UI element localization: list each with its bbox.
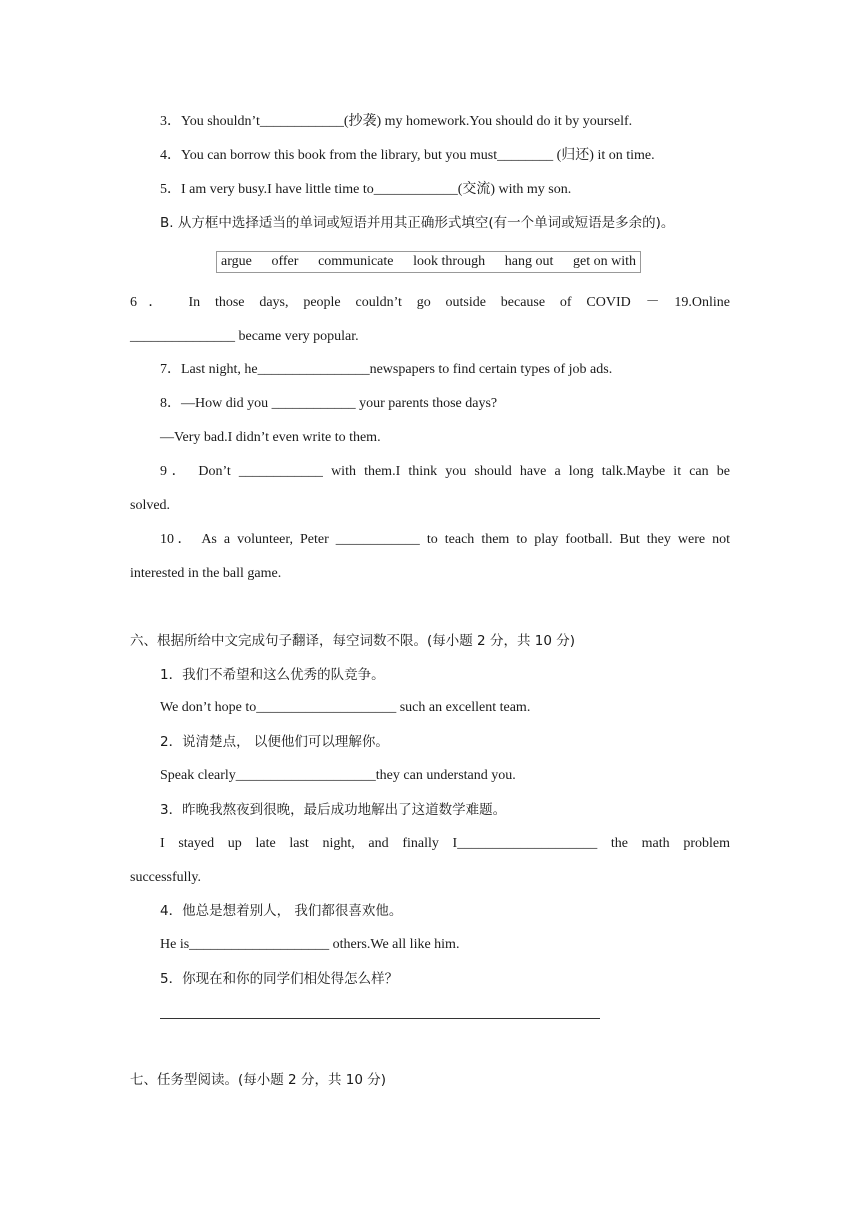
question-10-line1: 10． As a volunteer, Peter ____________ to teach them to play football. But they were not (160, 532, 730, 547)
section-7-heading: 七、任务型阅读。(每小题 2 分，共 10 分) (130, 1072, 386, 1088)
word-box-item: look through (413, 254, 486, 269)
translation-1-chinese: 1．我们不希望和这么优秀的队竞争。 (160, 667, 385, 683)
translation-1-english: We don’t hope to____________________ such an excellent team. (160, 700, 531, 715)
word-box-item: argue (221, 254, 252, 269)
translation-2-chinese: 2．说清楚点， 以便他们可以理解你。 (160, 734, 389, 750)
question-8-line2: —Very bad.I didn’t even write to them. (160, 430, 381, 445)
translation-2-english: Speak clearly____________________they can understand you. (160, 768, 516, 783)
translation-4-english: He is____________________ others.We all like him. (160, 937, 460, 952)
word-box-item: hang out (504, 254, 554, 269)
question-6-line1: 6． In those days, people couldn’t go outside because of COVID － 19.Online (130, 295, 730, 310)
translation-3-chinese: 3．昨晚我熬夜到很晚，最后成功地解出了这道数学难题。 (160, 802, 507, 818)
word-box (216, 251, 641, 273)
section-6-heading: 六、根据所给中文完成句子翻译，每空词数不限。(每小题 2 分，共 10 分) (130, 633, 575, 649)
translation-4-chinese: 4．他总是想着别人， 我们都很喜欢他。 (160, 903, 403, 919)
question-5a-3: 3．You shouldn’t____________(抄袭) my homework.You should do it by yourself. (160, 114, 633, 129)
translation-3-english-line2: successfully. (130, 870, 202, 885)
question-6-line2: _______________ became very popular. (130, 329, 359, 344)
translation-5-chinese: 5．你现在和你的同学们相处得怎么样？ (160, 971, 399, 987)
question-9-line1: 9． Don’t ____________ with them.I think you should have a long talk.Maybe it can be (160, 464, 730, 479)
question-9-line2: solved. (130, 498, 171, 513)
question-5a-5: 5．I am very busy.I have little time to____________(交流) with my son. (160, 182, 572, 197)
word-box-item: get on with (572, 254, 636, 269)
translation-3-english-line1: I stayed up late last night, and finally I____________________ the math problem (160, 836, 730, 851)
question-8-line1: 8．—How did you ____________ your parents those days? (160, 396, 498, 411)
answer-line (160, 1018, 600, 1019)
question-10-line2: interested in the ball game. (130, 566, 282, 581)
question-7: 7．Last night, he________________newspapers to find certain types of job ads. (160, 362, 613, 377)
section-b-instruction: B. 从方框中选择适当的单词或短语并用其正确形式填空(有一个单词或短语是多余的)。 (160, 215, 675, 231)
word-box-item: offer (271, 254, 299, 269)
question-5a-4: 4．You can borrow this book from the library, but you must________ (归还) it on time. (160, 148, 655, 163)
word-box-item: communicate (318, 254, 394, 269)
